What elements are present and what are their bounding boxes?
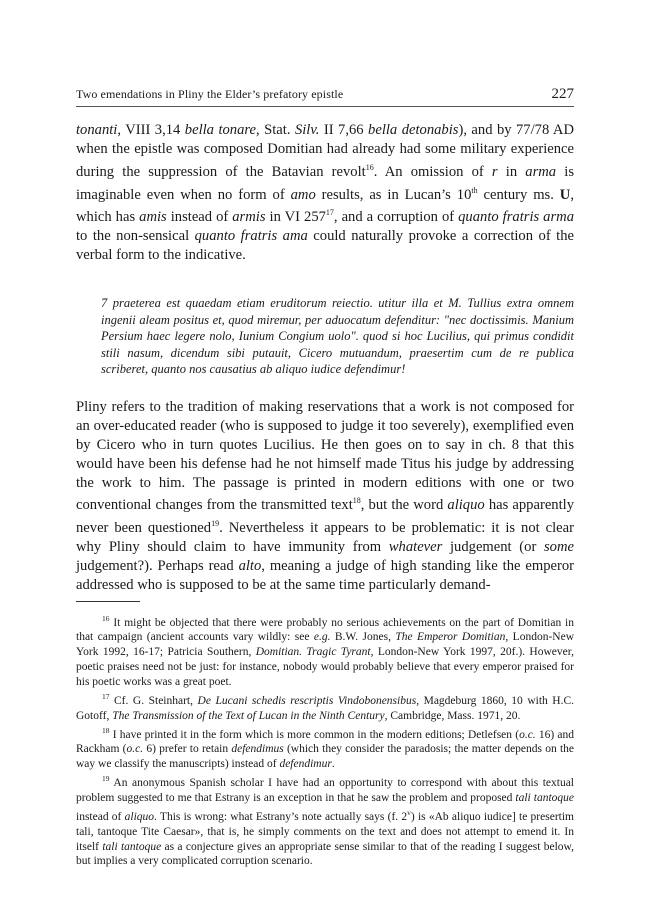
- footnote-18: [76, 724, 574, 773]
- italic-text: armis: [232, 209, 266, 226]
- text-run: results, as in Lucan’s 10: [315, 186, 472, 203]
- page-number: 227: [551, 86, 574, 102]
- italic-text: De Lucani schedis rescriptis Vindobonensibus: [197, 694, 417, 707]
- text-run: An anonymous Spanish scholar I have had an opportunity to correspond with about this textual problem suggested to me that Estrany is an exception in that he saw the problem and proposed: [76, 777, 574, 804]
- text-run: . Nevertheless it appears to be problematic: it is not clear why Pliny should claim to have immunity from: [76, 520, 574, 555]
- text-run: as a conjecture gives an appropriate sense similar to that of the reading I suggest below, but implies a very complicated corruption scenario.: [76, 840, 574, 868]
- text-run: in VI 257: [265, 209, 326, 226]
- text-run: instead of: [166, 209, 233, 226]
- running-title: Two emendations in Pliny the Elder’s prefatory epistle: [76, 87, 344, 101]
- bold-text: U: [559, 186, 571, 203]
- text-run: in: [497, 163, 526, 180]
- italic-text: aliquo: [124, 810, 155, 823]
- text-run: . An omission of: [373, 163, 492, 180]
- footnote-16: [76, 612, 574, 690]
- italic-text: bella tonare: [184, 122, 256, 138]
- italic-text: tali tantoque: [102, 840, 162, 853]
- text-run: It might be objected that there were probably no serious achievements on the part of Domitian in that campaign (ancient accounts vary wildly: see: [76, 616, 574, 644]
- text-run: B.W. Jones,: [330, 631, 396, 644]
- text-run: ) is «Ab aliquo iudice] te presertim tali, tantoque Tite Caesar», that is, he simply comments on the text and does not attempt to emend it. In itself: [76, 810, 574, 853]
- paragraph-1: [76, 121, 574, 265]
- text-run: Pliny refers to the tradition of making reservations that a work is not composed for an over-educated reader (who is supposed to judge it too severely), exemplified even by Cicero who in turn quotes Lucilius. He then goes on to say in ch. 8 that this would have been his defense had he not himself made Titus his judge by addressing the work to him. The passage is printed in modern editions with one or two conventional changes from the transmitted text: [76, 398, 574, 514]
- text-run: , VIII 3,14: [117, 122, 185, 138]
- footnote-number: 19: [102, 774, 110, 784]
- italic-text: arma: [525, 163, 557, 180]
- running-header: [76, 86, 574, 107]
- italic-text: amo: [290, 186, 316, 203]
- footnote-ref-16[interactable]: 16: [365, 162, 374, 172]
- footnote-separator: [76, 601, 140, 602]
- text-run: , Stat.: [256, 122, 295, 138]
- italic-text: tonanti: [76, 122, 118, 138]
- italic-text: Domitian. Tragic Tyrant: [255, 646, 371, 659]
- italic-text: e.g.: [313, 631, 331, 644]
- italic-text: The Emperor Domitian: [395, 631, 506, 644]
- italic-text: tali tantoque: [515, 791, 574, 804]
- italic-text: quanto fratris arma: [458, 209, 574, 226]
- text-run: is imaginable even when no form of: [76, 163, 575, 203]
- italic-text: o.c.: [126, 743, 144, 756]
- italic-text: aliquo: [447, 497, 485, 514]
- ordinal-suffix: th: [471, 185, 478, 195]
- text-run: 16) and Rackham (: [76, 728, 575, 756]
- footnotes: [76, 612, 574, 870]
- footnote-ref-18[interactable]: 18: [352, 496, 361, 506]
- text-run: instead of: [76, 810, 125, 823]
- text-run: , London-New York 1992, 16-17; Patricia Southern,: [76, 631, 575, 659]
- italic-text: amis: [139, 209, 167, 226]
- italic-text: quanto fratris ama: [194, 228, 308, 245]
- text-run: (which they consider the paradosis; the matter depends on the way we classify the manuscripts) instead of: [76, 743, 574, 771]
- italic-text: r: [491, 163, 498, 180]
- italic-text: o.c.: [519, 728, 536, 741]
- text-run: Cf. G. Steinhart,: [109, 694, 198, 707]
- footnote-number: 16: [102, 613, 110, 623]
- text-run: , London-New York 1997, 20f.). However, poetic praises need not be just: for instance, nobody would probably believe that every emperor praised for his poetic works was a great poet.: [76, 646, 574, 689]
- italic-text: some: [544, 538, 574, 555]
- text-run: , meaning a judge of high standing like the emperor addressed who is supposed to be at the same time particularly demand-: [76, 557, 574, 593]
- italic-text: defendimur: [279, 758, 332, 771]
- text-run: ), and by 77/78 AD when the epistle was composed Domitian had already had some military experience during the suppression of the Batavian revolt: [76, 122, 574, 180]
- text-run: 6) prefer to retain: [143, 743, 232, 756]
- italic-text: The Transmission of the Text of Lucan in the Ninth Century: [112, 709, 385, 722]
- footnote-ref-17[interactable]: 17: [325, 208, 334, 218]
- text-run: judgement (or: [442, 538, 544, 555]
- footnote-number: 18: [102, 725, 110, 735]
- italic-text: bella detonabis: [368, 122, 459, 138]
- text-run: could naturally provoke a correction of the verbal form to the indicative.: [76, 228, 574, 264]
- footnote-ref-19[interactable]: 19: [211, 519, 220, 529]
- text-run: century ms.: [477, 186, 560, 203]
- italic-text: Silv.: [294, 122, 320, 138]
- text-run: , Cambridge, Mass. 1971, 20.: [384, 709, 521, 722]
- text-run: I have printed it in the form which is more common in the modern editions; Detlefsen (: [109, 728, 520, 741]
- text-run: , and a corruption of: [333, 209, 459, 226]
- text-run: , Magdeburg 1860, 10 with H.C. Gotoff,: [76, 694, 575, 722]
- footnote-19: [76, 772, 574, 869]
- text-run: .: [331, 758, 335, 771]
- italic-text: whatever: [388, 538, 443, 555]
- text-run: to the non-sensical: [76, 228, 195, 245]
- block-quote: 7 praeterea est quaedam etiam eruditorum reiectio. utitur illa et M. Tullius extra omnem ingenii aleam positus et, quod miremur, per aduocatum defenditur: "nec doctissimis. Manium Persium haec legere nolo, Iunium Congium uolo". quod si hoc Lucilius, qui primus condidit stili nasum, dicendum sibi putauit, Cicero mutuandum, praesertim cum de re publica scriberet, quanto nos causatius ab aliquo iudice defendimur!: [101, 295, 574, 377]
- text-run: , which has: [76, 186, 574, 226]
- footnote-17: [76, 690, 574, 724]
- text-run: judgement?). Perhaps read: [76, 557, 239, 574]
- italic-text: alto: [238, 557, 262, 574]
- paragraph-2: [76, 398, 574, 595]
- italic-text: defendimus: [231, 743, 284, 756]
- superscript-text: v: [407, 807, 411, 817]
- page-body: [76, 121, 574, 869]
- text-run: , but the word: [360, 497, 448, 514]
- text-run: . This is wrong: what Estrany’s note actually says (f. 2: [154, 810, 408, 823]
- footnote-number: 17: [102, 692, 110, 702]
- text-run: II 7,66: [319, 122, 369, 138]
- text-run: has apparently never been questioned: [76, 497, 574, 537]
